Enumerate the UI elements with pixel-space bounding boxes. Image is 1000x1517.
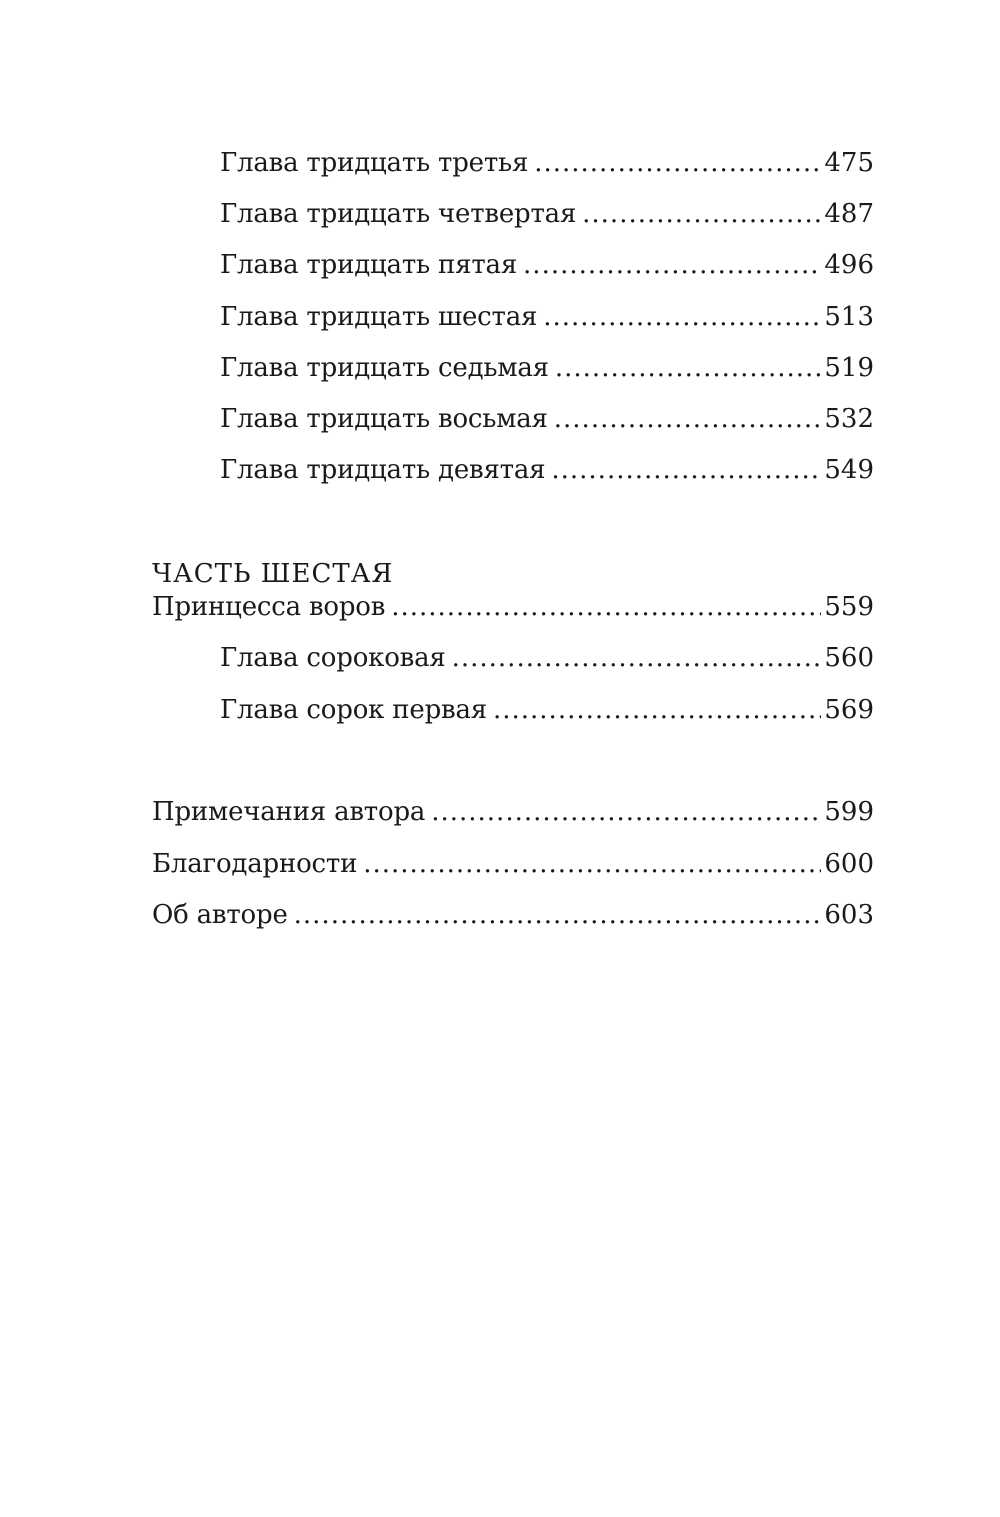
toc-entry-title: Глава сороковая (220, 643, 446, 673)
dot-leader (493, 690, 821, 730)
toc-entry-chapter-38[interactable] (220, 399, 874, 439)
dot-leader (555, 348, 821, 388)
toc-entry-chapter-35[interactable] (220, 245, 874, 285)
toc-entry-page: 599 (824, 797, 874, 827)
dot-leader (554, 399, 822, 439)
toc-entry-title: Глава тридцать третья (220, 148, 529, 178)
toc-entry-page: 559 (824, 592, 874, 622)
toc-entry-author-notes[interactable] (152, 792, 874, 832)
toc-entry-about-author[interactable] (152, 895, 874, 935)
toc-entry-chapter-33[interactable] (220, 143, 874, 183)
toc-entry-page: 475 (824, 148, 874, 178)
dot-leader (523, 245, 821, 285)
toc-entry-page: 532 (824, 404, 874, 434)
toc-entry-title: Глава тридцать восьмая (220, 404, 548, 434)
toc-entry-chapter-41[interactable] (220, 690, 874, 730)
dot-leader (294, 895, 822, 935)
toc-entry-title: Принцесса воров (152, 592, 386, 622)
toc-entry-chapter-37[interactable] (220, 348, 874, 388)
toc-entry-page: 496 (824, 250, 874, 280)
dot-leader (363, 844, 821, 884)
toc-entry-page: 569 (824, 695, 874, 725)
toc-entry-title: Глава тридцать девятая (220, 455, 546, 485)
dot-leader (543, 297, 821, 337)
toc-entry-title: Глава сорок первая (220, 695, 487, 725)
toc-entry-page: 487 (824, 199, 874, 229)
toc-entry-title: Глава тридцать седьмая (220, 353, 549, 383)
toc-entry-title: Глава тридцать четвертая (220, 199, 577, 229)
toc-entry-chapter-36[interactable] (220, 297, 874, 337)
toc-entry-chapter-40[interactable] (220, 638, 874, 678)
toc-entry-title: Примечания автора (152, 797, 426, 827)
dot-leader (551, 450, 821, 490)
toc-entry-title: Об авторе (152, 900, 288, 930)
toc-entry-page: 600 (824, 849, 874, 879)
toc-entry-chapter-39[interactable] (220, 450, 874, 490)
dot-leader (391, 587, 821, 627)
toc-entry-page: 549 (824, 455, 874, 485)
toc-entry-page: 560 (824, 643, 874, 673)
dot-leader (452, 638, 822, 678)
toc-entry-title: Глава тридцать пятая (220, 250, 518, 280)
toc-entry-part-title[interactable] (152, 587, 874, 627)
toc-entry-title: Благодарности (152, 849, 358, 879)
toc-entry-page: 519 (824, 353, 874, 383)
toc-entry-page: 603 (824, 900, 874, 930)
dot-leader (431, 792, 821, 832)
part-heading: ЧАСТЬ ШЕСТАЯ (152, 559, 394, 589)
dot-leader (582, 194, 821, 234)
dot-leader (534, 143, 821, 183)
toc-entry-chapter-34[interactable] (220, 194, 874, 234)
toc-entry-page: 513 (824, 302, 874, 332)
toc-entry-title: Глава тридцать шестая (220, 302, 538, 332)
toc-entry-acknowledgements[interactable] (152, 844, 874, 884)
